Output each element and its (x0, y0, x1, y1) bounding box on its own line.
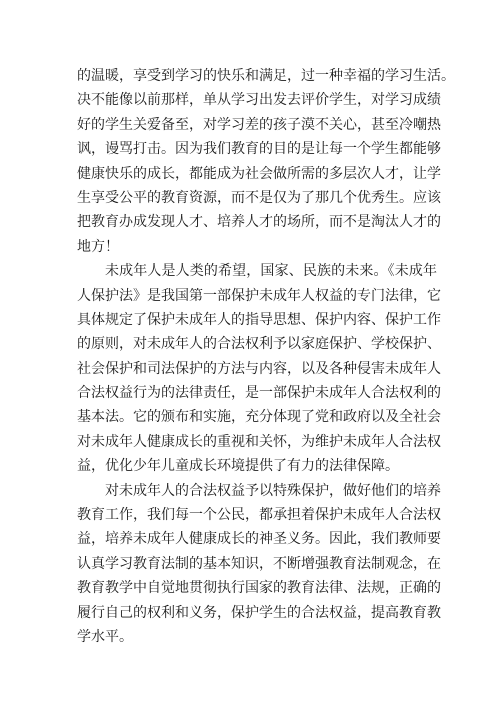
text-line: 好的学生关爱备至，对学习差的孩子漠不关心，甚至冷嘲热 (77, 116, 441, 133)
text-line: 具体规定了保护未成年人的指导思想、保护内容、保护工作 (77, 311, 441, 328)
text-line: 的原则，对未成年人的合法权利予以家庭保护、学校保护、 (77, 336, 441, 353)
text-line: 讽，谩骂打击。因为我们教育的目的是让每一个学生都能够 (77, 141, 441, 158)
text-line: 益，优化少年儿童成长环境提供了有力的法律保障。 (77, 458, 399, 475)
text-line: 人保护法》是我国第一部保护未成年人权益的专门法律，它 (77, 287, 441, 304)
text-line: 合法权益行为的法律责任，是一部保护未成年人合法权利的 (77, 385, 441, 402)
text-line: 健康快乐的成长，都能成为社会做所需的多层次人才，让学 (77, 165, 441, 182)
text-line: 教育工作，我们每一个公民，都承担着保护未成年人合法权 (77, 507, 441, 524)
paragraph-first-line: 对未成年人的合法权益予以特殊保护，做好他们的培养 (105, 482, 441, 499)
text-line: 地方！ (77, 238, 119, 255)
text-line: 的温暖，享受到学习的快乐和满足，过一种幸福的学习生活。 (77, 68, 455, 84)
text-line: 决不能像以前那样，单从学习出发去评价学生，对学习成绩 (77, 92, 441, 109)
text-line: 益，培养未成年人健康成长的神圣义务。因此，我们教师要 (77, 531, 441, 548)
text-line: 教育教学中自觉地贯彻执行国家的教育法律、法规，正确的 (77, 580, 441, 597)
text-line: 把教育办成发现人才、培养人才的场所，而不是淘汰人才的 (77, 214, 441, 231)
paragraph-first-line: 未成年人是人类的希望，国家、民族的未来。《未成年 (105, 263, 437, 280)
text-line: 学水平。 (77, 628, 133, 645)
text-line: 履行自己的权利和义务，保护学生的合法权益，提高教育教 (77, 604, 441, 621)
text-line: 对未成年人健康成长的重视和关怀，为维护未成年人合法权 (77, 433, 441, 450)
body-text (77, 64, 455, 649)
text-line: 认真学习教育法制的基本知识，不断增强教育法制观念，在 (77, 555, 441, 572)
text-line: 社会保护和司法保护的方法与内容，以及各种侵害未成年人 (77, 360, 441, 377)
text-line: 基本法。它的颁布和实施，充分体现了党和政府以及全社会 (77, 409, 441, 426)
text-line: 生享受公平的教育资源，而不是仅为了那几个优秀生。应该 (77, 189, 441, 206)
